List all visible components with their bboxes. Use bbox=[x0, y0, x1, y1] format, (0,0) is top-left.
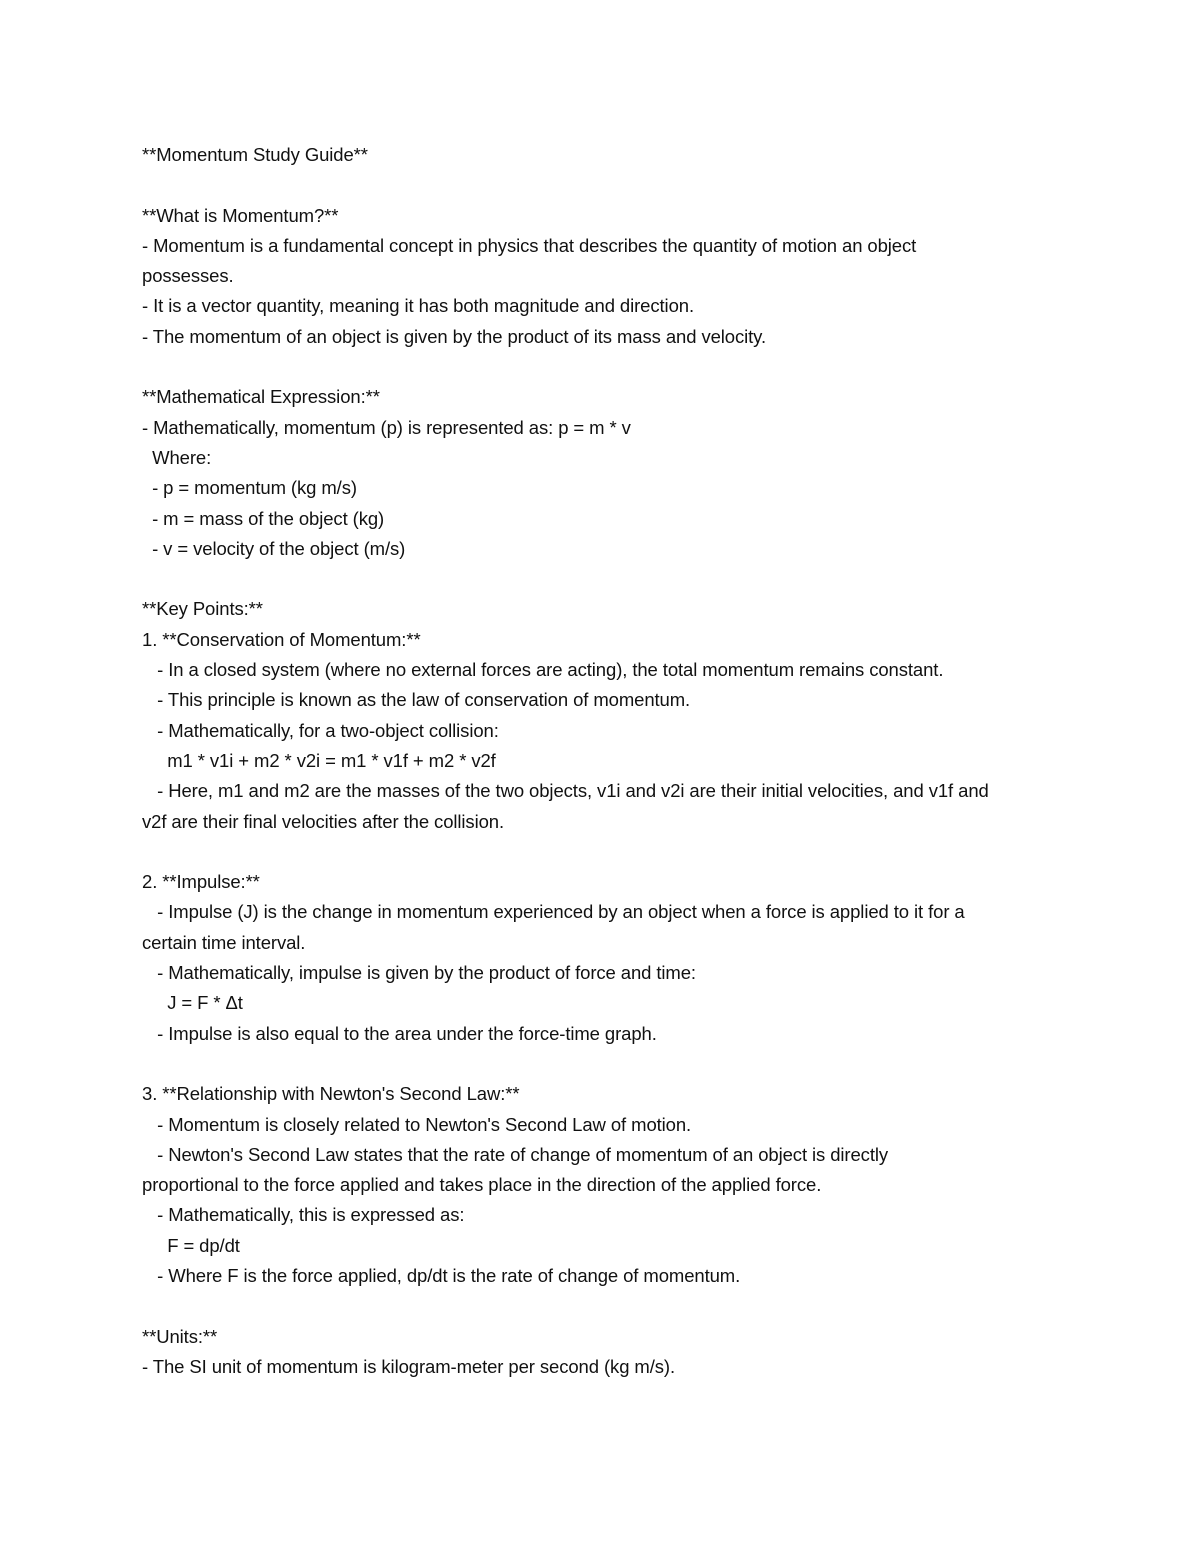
blank-line bbox=[142, 352, 1082, 382]
text-line: - m = mass of the object (kg) bbox=[142, 507, 385, 529]
equation-line: F = dp/dt bbox=[142, 1234, 240, 1256]
doc-title: **Momentum Study Guide** bbox=[142, 144, 368, 165]
text-line: possesses. bbox=[142, 265, 234, 287]
blank-line bbox=[142, 564, 1082, 594]
text-line: Where: bbox=[142, 446, 212, 468]
text-line: - Mathematically, momentum (p) is represented as: p = m * v bbox=[142, 416, 631, 438]
subsection-heading-conservation: 1. **Conservation of Momentum:** bbox=[142, 628, 421, 650]
equation-line: m1 * v1i + m2 * v2i = m1 * v1f + m2 * v2f bbox=[142, 749, 496, 771]
text-line: - In a closed system (where no external forces are acting), the total momentum remains constant. bbox=[142, 659, 944, 681]
section-heading-what-is-momentum: **What is Momentum?** bbox=[142, 204, 339, 226]
text-line: - It is a vector quantity, meaning it has both magnitude and direction. bbox=[142, 295, 694, 317]
subsection-heading-impulse: 2. **Impulse:** bbox=[142, 871, 260, 893]
blank-line bbox=[142, 837, 1082, 867]
blank-line bbox=[142, 1049, 1082, 1079]
text-line: - The SI unit of momentum is kilogram-meter per second (kg m/s). bbox=[142, 1355, 676, 1377]
text-line: - Mathematically, for a two-object collision: bbox=[142, 719, 499, 741]
text-line: - The momentum of an object is given by the product of its mass and velocity. bbox=[142, 325, 767, 347]
text-line: - Impulse is also equal to the area under the force-time graph. bbox=[142, 1022, 657, 1044]
text-line: - Mathematically, impulse is given by the product of force and time: bbox=[142, 962, 696, 984]
section-heading-units: **Units:** bbox=[142, 1325, 218, 1347]
text-line: - Here, m1 and m2 are the masses of the two objects, v1i and v2i are their initial velocities, and v1f and bbox=[142, 780, 989, 802]
text-line: - Mathematically, this is expressed as: bbox=[142, 1204, 465, 1226]
text-line: v2f are their final velocities after the collision. bbox=[142, 810, 504, 832]
subsection-heading-newtons-second-law: 3. **Relationship with Newton's Second Law:** bbox=[142, 1083, 520, 1105]
text-line: - Momentum is a fundamental concept in physics that describes the quantity of motion an object bbox=[142, 234, 917, 256]
equation-line: J = F * Δt bbox=[142, 992, 243, 1014]
text-line: - p = momentum (kg m/s) bbox=[142, 477, 357, 499]
text-line: proportional to the force applied and takes place in the direction of the applied force. bbox=[142, 1174, 822, 1196]
text-line: - v = velocity of the object (m/s) bbox=[142, 537, 406, 559]
text-line: certain time interval. bbox=[142, 931, 306, 953]
section-heading-key-points: **Key Points:** bbox=[142, 598, 263, 620]
section-heading-mathematical-expression: **Mathematical Expression:** bbox=[142, 386, 380, 408]
text-line: - Momentum is closely related to Newton's Second Law of motion. bbox=[142, 1113, 692, 1135]
text-line: - Newton's Second Law states that the rate of change of momentum of an object is directly bbox=[142, 1143, 889, 1165]
text-line: - This principle is known as the law of conservation of momentum. bbox=[142, 689, 691, 711]
document-body bbox=[142, 140, 1082, 1382]
text-line: - Impulse (J) is the change in momentum experienced by an object when a force is applied to it for a bbox=[142, 901, 965, 923]
blank-line bbox=[142, 1291, 1082, 1321]
blank-line bbox=[142, 170, 1082, 200]
text-line: - Where F is the force applied, dp/dt is the rate of change of momentum. bbox=[142, 1264, 741, 1286]
